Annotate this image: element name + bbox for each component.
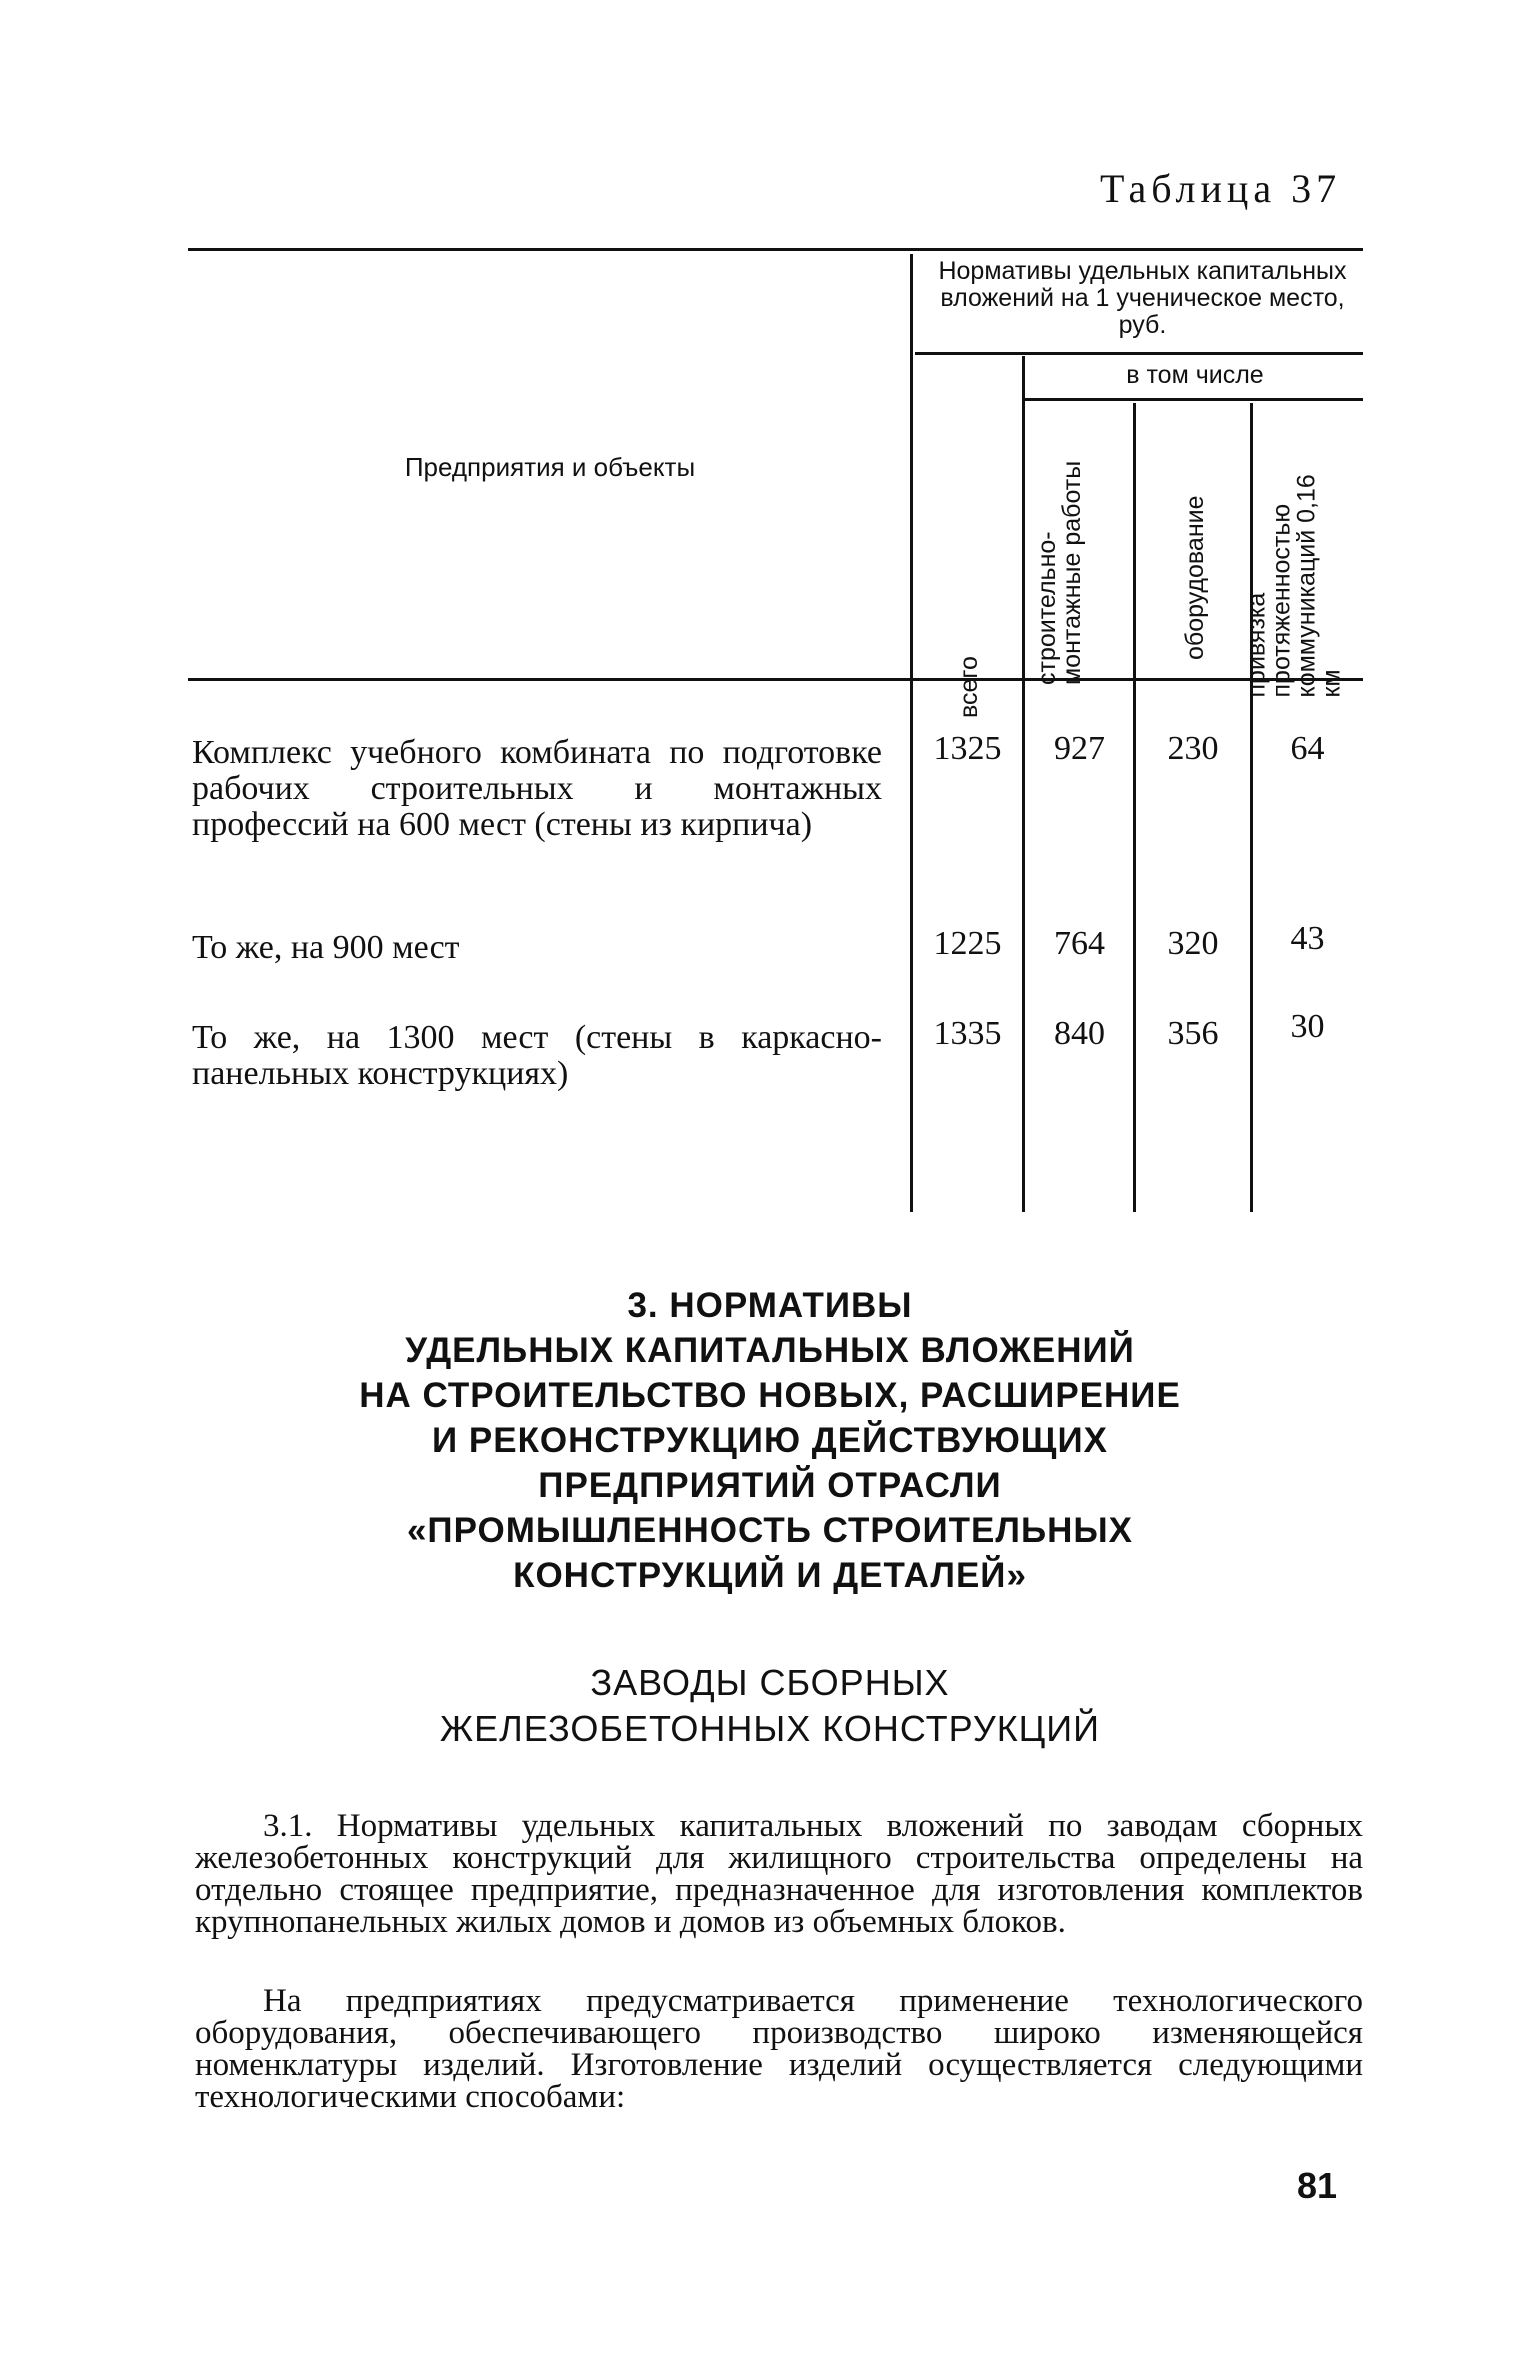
- row-3-name: То же, на 1300 мест (стены в каркасно-панельных конструкциях): [192, 1019, 882, 1092]
- group-header-rule: [915, 352, 1363, 355]
- row-2-name: То же, на 900 мест: [192, 929, 460, 966]
- header-subgroup: в том числе: [1126, 361, 1264, 389]
- section-title: [230, 1283, 1310, 1598]
- row-1-binding: 64: [1290, 730, 1325, 767]
- table-caption: Таблица 37: [1100, 166, 1342, 211]
- section-title-line-7: КОНСТРУКЦИЙ И ДЕТАЛЕЙ»: [513, 1556, 1027, 1595]
- header-binding: привязка протяженностью коммуникаций 0,16 км: [1242, 474, 1346, 698]
- paragraph-2: На предприятиях предусматривается применение технологического оборудования, обеспечивающего производство широко изменяющейся номенклатуры изделий. Изготовление изделий осуществляется следующими технологическими способами:: [195, 1983, 1363, 2115]
- row-1-name: Комплекс учебного комбината по подготовке рабочих строительных и монтажных профессий на 600 мест (стены из кирпича): [192, 734, 882, 843]
- row-3-construction: 840: [1054, 1015, 1105, 1052]
- row-2-construction: 764: [1054, 925, 1105, 962]
- row-3-equipment: 356: [1167, 1015, 1219, 1052]
- col-divider-1: [910, 254, 913, 1212]
- section-title-line-2: УДЕЛЬНЫХ КАПИТАЛЬНЫХ ВЛОЖЕНИЙ: [405, 1331, 1135, 1370]
- row-3-total: 1335: [933, 1015, 1002, 1052]
- header-objects: Предприятия и объекты: [404, 452, 696, 482]
- header-equipment: оборудование: [1181, 495, 1209, 660]
- col-divider-3: [1133, 403, 1136, 1212]
- subgroup-header-rule: [1025, 398, 1363, 401]
- header-group: Нормативы удельных капитальных вложений на 1 ученическое место, руб.: [938, 257, 1347, 339]
- section-title-line-1: 3. НОРМАТИВЫ: [627, 1286, 913, 1325]
- section-title-line-4: И РЕКОНСТРУКЦИЮ ДЕЙСТВУЮЩИХ: [432, 1421, 1108, 1460]
- header-total: всего: [955, 656, 983, 718]
- section-title-line-3: НА СТРОИТЕЛЬСТВО НОВЫХ, РАСШИРЕНИЕ: [359, 1376, 1181, 1415]
- subsection-title-line-1: ЗАВОДЫ СБОРНЫХ: [590, 1662, 950, 1703]
- paragraph-1: 3.1. Нормативы удельных капитальных вложений по заводам сборных железобетонных конструкций для жилищного строительства определены на отдельно стоящее предприятие, предназначенное для изготовления комплектов крупнопанельных жилых домов и домов из объемных блоков.: [195, 1808, 1363, 1940]
- header-construction: строительно-монтажные работы: [1033, 460, 1086, 685]
- row-1-construction: 927: [1054, 730, 1105, 767]
- section-title-line-5: ПРЕДПРИЯТИЙ ОТРАСЛИ: [538, 1466, 1002, 1505]
- row-2-binding: 43: [1290, 920, 1325, 957]
- row-2-total: 1225: [933, 925, 1002, 962]
- subsection-title-line-2: ЖЕЛЕЗОБЕТОННЫХ КОНСТРУКЦИЙ: [439, 1708, 1101, 1749]
- row-1-total: 1325: [933, 730, 1002, 767]
- page-number: 81: [1297, 2165, 1338, 2206]
- row-3-binding: 30: [1290, 1008, 1325, 1045]
- col-divider-2: [1022, 356, 1025, 1212]
- section-title-line-6: «ПРОМЫШЛЕННОСТЬ СТРОИТЕЛЬНЫХ: [406, 1511, 1134, 1550]
- table-header-rule: [188, 678, 1363, 681]
- subsection-title: [230, 1660, 1310, 1752]
- row-1-equipment: 230: [1167, 730, 1219, 767]
- table-top-rule: [188, 248, 1363, 251]
- row-2-equipment: 320: [1167, 925, 1219, 962]
